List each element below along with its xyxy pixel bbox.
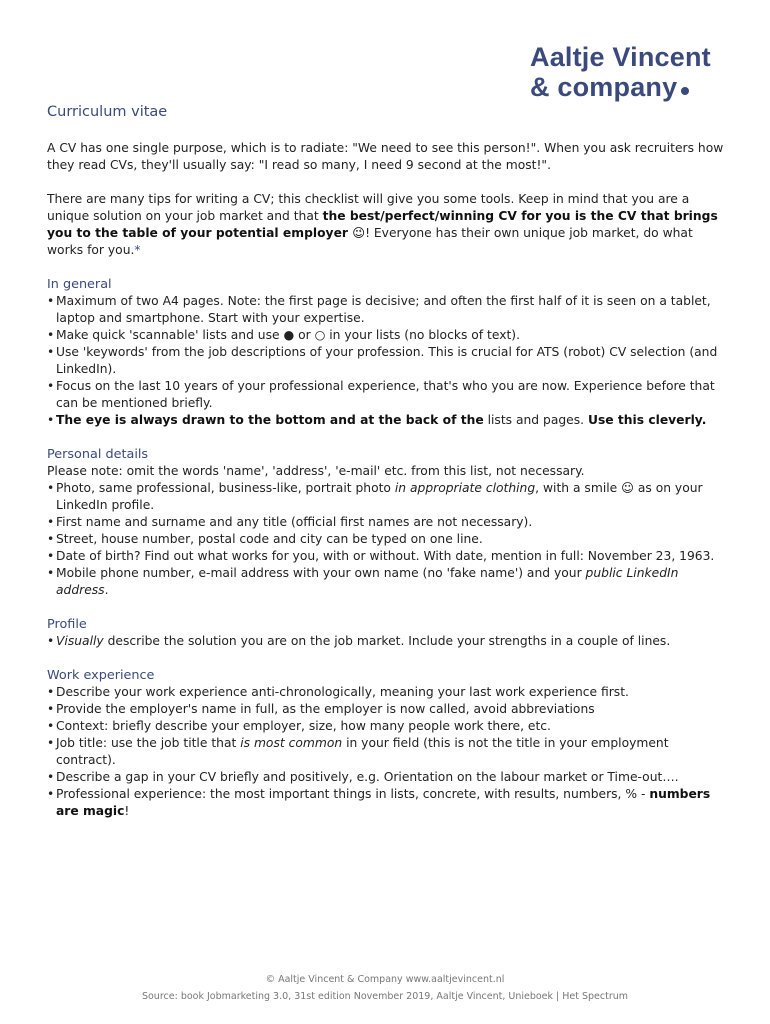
list-item: • Mobile phone number, e-mail address with your own name (no 'fake name') and your public LinkedIn address. — [47, 566, 679, 597]
footer-source: Source: book Jobmarketing 3.0, 31st edition November 2019, Aaltje Vincent, Unieboek | Het Spectrum — [141, 991, 629, 1002]
list-item: • Date of birth? Find out what works for you, with or without. With date, mention in full: November 23, 1963. — [47, 549, 715, 563]
personal-note: Please note: omit the words 'name', 'address', 'e-mail' etc. from this list, not necessary. — [47, 464, 585, 478]
document-body — [47, 140, 727, 820]
intro-paragraph-1: A CV has one single purpose, which is to radiate: "We need to see this person!". When you ask recruiters how they read CVs, they'll usually say: "I read so many, I need 9 second at the most!". — [47, 141, 724, 172]
list-item: • The eye is always drawn to the bottom and at the back of the lists and pages. Use this cleverly. — [47, 413, 707, 427]
section-title-profile: Profile — [47, 617, 87, 632]
list-item: • Focus on the last 10 years of your professional experience, that's who you are now. Experience before that can be mentioned briefly. — [47, 379, 715, 410]
logo-line-1: Aaltje Vincent — [530, 42, 711, 72]
general-list — [47, 293, 727, 429]
list-item: • Photo, same professional, business-like, portrait photo in appropriate clothing, with a smile ☺ as on your LinkedIn profile. — [47, 481, 703, 512]
section-title-general: In general — [47, 277, 112, 292]
list-item: • Use 'keywords' from the job descriptions of your profession. This is crucial for ATS (robot) CV selection (and LinkedIn). — [47, 345, 718, 376]
page-title: Curriculum vitae — [47, 104, 168, 120]
list-item: • Job title: use the job title that is most common in your field (this is not the title in your employment contract). — [47, 736, 669, 767]
company-logo — [530, 42, 711, 102]
list-item: • Provide the employer's name in full, as the employer is now called, avoid abbreviations — [47, 702, 595, 716]
list-item: • Professional experience: the most important things in lists, concrete, with results, numbers, % - numbers are magic! — [47, 787, 711, 818]
section-title-work: Work experience — [47, 668, 155, 683]
personal-list — [47, 480, 727, 599]
list-item: • First name and surname and any title (official first names are not necessary). — [47, 515, 533, 529]
section-title-personal: Personal details — [47, 447, 149, 462]
list-item: • Make quick 'scannable' lists and use ● or ○ in your lists (no blocks of text). — [47, 328, 521, 342]
footer-copyright: © Aaltje Vincent & Company www.aaltjevincent.nl — [265, 974, 505, 985]
logo-dot-icon — [681, 87, 689, 95]
profile-list — [47, 633, 727, 650]
list-item: • Describe your work experience anti-chronologically, meaning your last work experience first. — [47, 685, 629, 699]
list-item: • Maximum of two A4 pages. Note: the first page is decisive; and often the first half of it is seen on a tablet, laptop and smartphone. Start with your expertise. — [47, 294, 711, 325]
list-item: • Describe a gap in your CV briefly and positively, e.g. Orientation on the labour market or Time-out…. — [47, 770, 679, 784]
list-item: • Visually describe the solution you are on the job market. Include your strengths in a couple of lines. — [47, 634, 671, 648]
list-item: • Context: briefly describe your employer, size, how many people work there, etc. — [47, 719, 551, 733]
logo-line-2: & company — [530, 72, 678, 102]
work-list — [47, 684, 727, 820]
intro-paragraph-2: There are many tips for writing a CV; this checklist will give you some tools. Keep in mind that you are a unique solution on your job market and that the best/perfect/winning CV for you is the CV that brings you to the table of your potential employer 😉! Everyone has their own unique job market, do what works for you.* — [47, 192, 718, 257]
list-item: • Street, house number, postal code and city can be typed on one line. — [47, 532, 483, 546]
